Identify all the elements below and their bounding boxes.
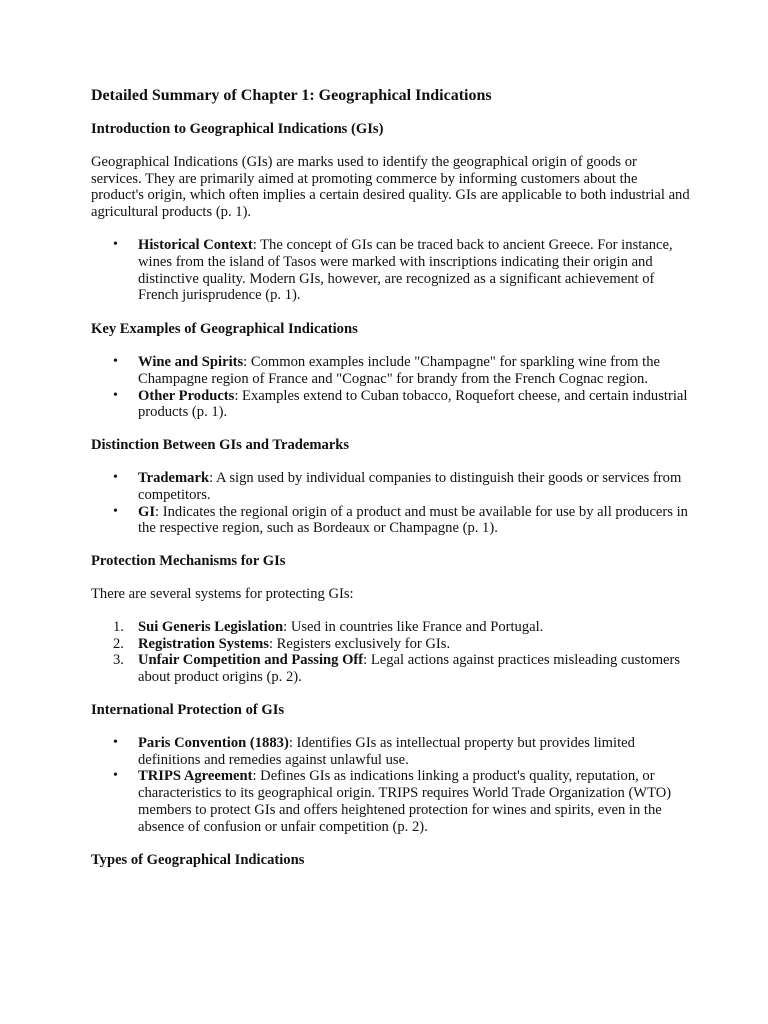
list-item-text: : The concept of GIs can be traced back to ancient Greece. For instance, wines from the island of Tasos were marked with inscriptions indicating their origin and distinctive quality. Modern GIs, however, are recognized as a significant achievement of French jurisprudence (p. 1).	[138, 236, 673, 304]
document-body	[91, 86, 691, 884]
bullet-marker: •	[113, 353, 118, 369]
list-item	[91, 652, 691, 686]
list-item-term: TRIPS Agreement	[138, 768, 253, 785]
bullet-marker: •	[113, 503, 118, 519]
intro-paragraph: Geographical Indications (GIs) are marks used to identify the geographical origin of goods or services. They are primarily aimed at promoting commerce by informing customers about the product's origin, which often implies a certain desired quality. GIs are applicable to both industrial and agricultural products (p. 1).	[91, 153, 690, 221]
list-item-text: : Indicates the regional origin of a product and must be available for use by all producers in the respective region, such as Bordeaux or Champagne (p. 1).	[138, 503, 688, 537]
bullet-marker: •	[113, 768, 118, 784]
section-heading-types: Types of Geographical Indications	[91, 851, 305, 868]
list-item-term: Wine and Spirits	[138, 353, 244, 370]
section-heading-examples: Key Examples of Geographical Indications	[91, 321, 358, 338]
list-item-text: : Common examples include "Champagne" for sparkling wine from the Champagne region of France and "Cognac" for brandy from the French Cognac region.	[138, 353, 660, 387]
intro-bullet-list	[91, 237, 691, 304]
list-item	[91, 354, 691, 388]
list-item-term: Trademark	[138, 469, 210, 486]
list-item	[91, 636, 691, 653]
examples-bullet-list	[91, 354, 691, 421]
list-item-term: Unfair Competition and Passing Off	[138, 652, 364, 669]
bullet-marker: •	[113, 469, 118, 485]
section-heading-protection: Protection Mechanisms for GIs	[91, 553, 286, 570]
list-item	[91, 619, 691, 636]
section-heading-distinction: Distinction Between GIs and Trademarks	[91, 437, 350, 454]
list-item-term: Registration Systems	[138, 635, 269, 652]
list-item-text: : Used in countries like France and Portugal.	[283, 618, 544, 635]
list-item-term: Sui Generis Legislation	[138, 618, 284, 635]
list-number: 1.	[113, 618, 124, 635]
list-number: 3.	[113, 652, 124, 669]
bullet-marker: •	[113, 387, 118, 403]
list-item	[91, 388, 691, 422]
protection-paragraph: There are several systems for protecting GIs:	[91, 585, 354, 602]
distinction-bullet-list	[91, 470, 691, 537]
list-item-term: Other Products	[138, 387, 235, 404]
list-item	[91, 768, 691, 835]
bullet-marker: •	[113, 236, 118, 252]
list-item	[91, 735, 691, 769]
section-heading-international: International Protection of GIs	[91, 701, 285, 718]
list-item-term: Historical Context	[138, 236, 253, 253]
list-item-text: : Defines GIs as indications linking a product's quality, reputation, or characteristics to its geographical origin. TRIPS requires World Trade Organization (WTO) members to protect GIs and offers heightened protection for wines and spirits, even in the absence of confusion or unfair competition (p. 2).	[138, 768, 672, 835]
list-item-text: : Registers exclusively for GIs.	[268, 635, 451, 652]
international-bullet-list	[91, 735, 691, 836]
document-title: Detailed Summary of Chapter 1: Geographical Indications	[91, 87, 492, 104]
section-heading-intro: Introduction to Geographical Indications (GIs)	[91, 121, 384, 137]
list-item	[91, 470, 691, 504]
list-item-term: GI	[138, 503, 156, 520]
list-item-text: : Identifies GIs as intellectual property but provides limited definitions and remedies against unlawful use.	[138, 734, 635, 768]
list-item-text: : Examples extend to Cuban tobacco, Roquefort cheese, and certain industrial products (p. 1).	[138, 387, 688, 421]
protection-numbered-list	[91, 619, 691, 686]
list-number: 2.	[113, 635, 124, 652]
list-item-text: : Legal actions against practices misleading customers about product origins (p. 2).	[138, 652, 681, 686]
list-item	[91, 237, 691, 304]
list-item-text: : A sign used by individual companies to distinguish their goods or services from competitors.	[138, 469, 682, 503]
list-item	[91, 504, 691, 538]
list-item-term: Paris Convention (1883)	[138, 734, 289, 751]
bullet-marker: •	[113, 734, 118, 750]
